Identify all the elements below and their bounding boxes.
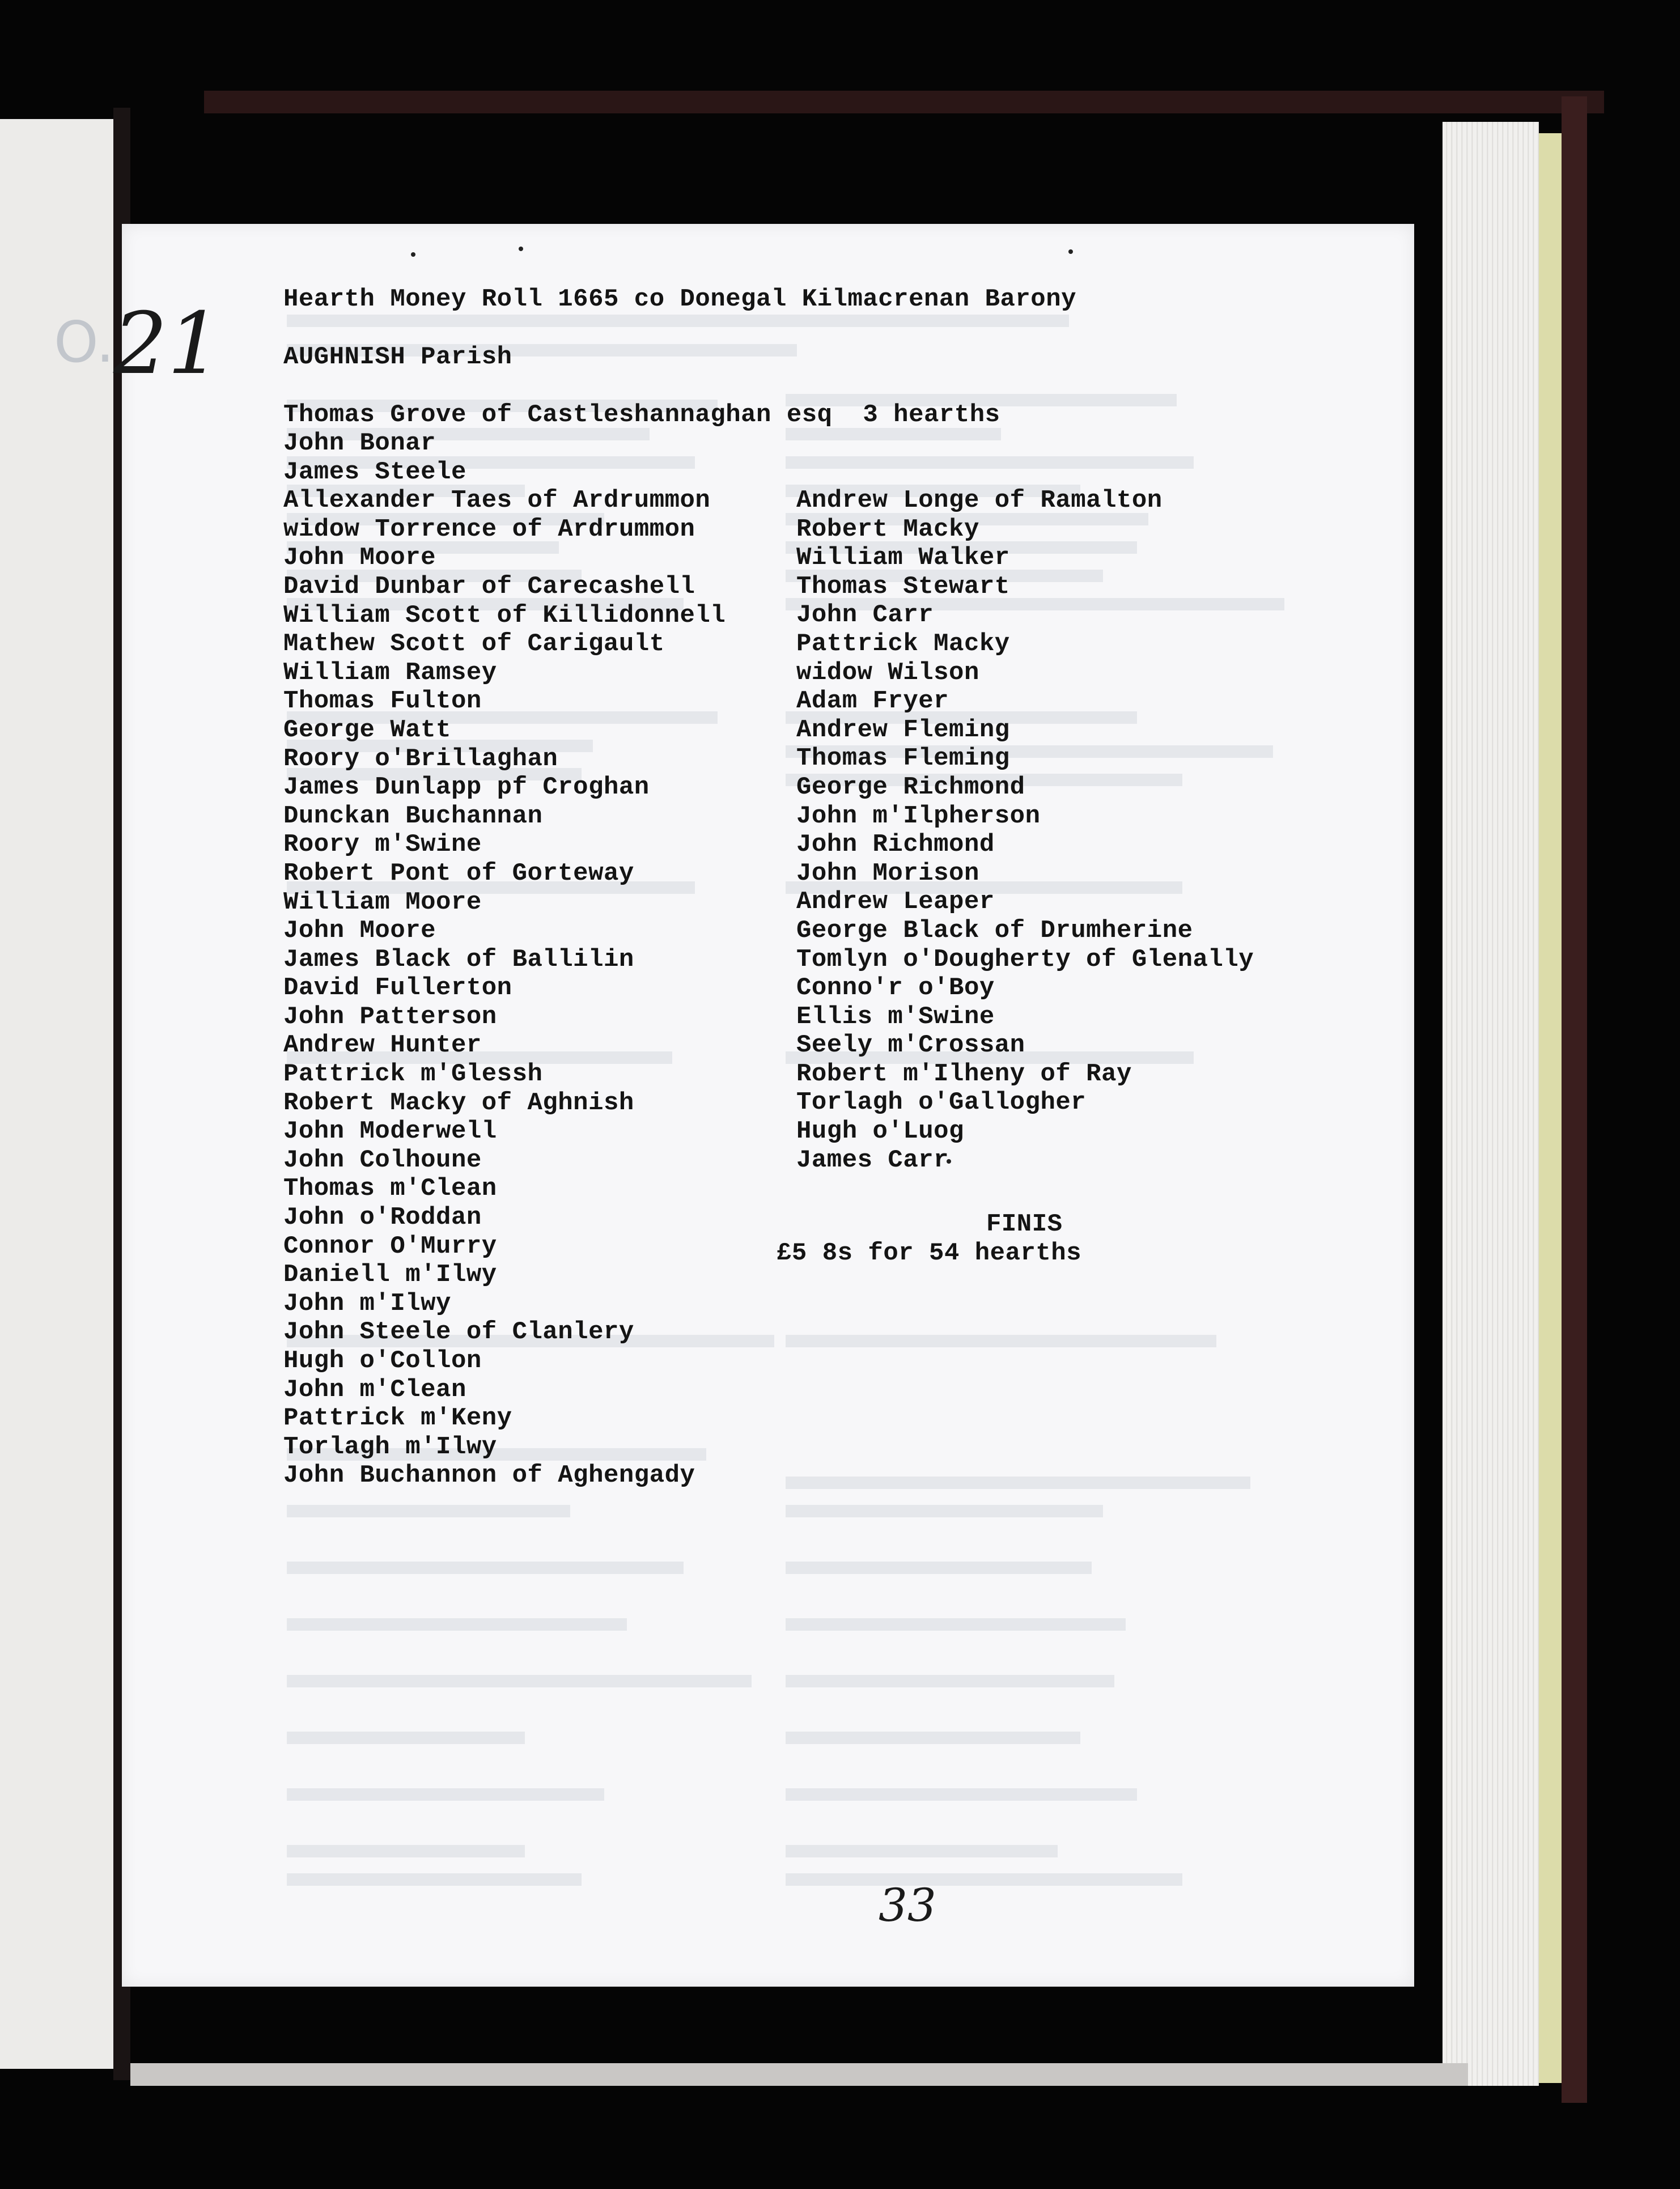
name-entry: William Ramsey (283, 658, 497, 687)
ink-speck (519, 247, 523, 251)
name-entry: John Carr (796, 601, 934, 630)
name-entry: George Watt (283, 715, 451, 744)
page-stack-edge (1443, 122, 1539, 2086)
previous-page-edge (0, 119, 117, 2069)
book-cover-right (1562, 96, 1587, 2103)
name-entry: Andrew Fleming (796, 715, 1010, 744)
name-entry: John o'Roddan (283, 1203, 482, 1232)
name-entry: James Dunlapp pf Croghan (283, 773, 650, 802)
name-entry: Conno'r o'Boy (796, 974, 995, 1003)
name-entry: Roory m'Swine (283, 830, 482, 859)
name-entry: James Carr (796, 1146, 949, 1174)
name-entry: Mathew Scott of Carigault (283, 630, 665, 659)
folio-number-handwritten: 21 (113, 295, 222, 393)
name-entry: Robert Macky of Aghnish (283, 1088, 634, 1117)
name-entry: George Richmond (796, 773, 1025, 801)
name-entry: Daniell m'Ilwy (283, 1261, 497, 1289)
name-entry: Torlagh o'Gallogher (796, 1088, 1087, 1117)
document-page (122, 224, 1414, 1987)
name-entry: Andrew Hunter (283, 1031, 482, 1060)
name-entry: David Fullerton (283, 974, 512, 1003)
page-number-handwritten: 33 (879, 1879, 936, 1932)
name-entry: Hugh o'Collon (283, 1347, 482, 1375)
name-entry: Torlagh m'Ilwy (283, 1432, 497, 1461)
name-entry: Allexander Taes of Ardrummon (283, 486, 711, 515)
name-entry: Tomlyn o'Dougherty of Glenally (796, 945, 1254, 974)
name-entry: Pattrick Macky (796, 629, 1010, 658)
ink-speck (1068, 249, 1073, 254)
name-entry: John Buchannon of Aghengady (283, 1461, 695, 1490)
faded-margin-stamp: O. (54, 309, 114, 375)
name-entry: Connor O'Murry (283, 1232, 497, 1261)
name-entry: Robert Pont of Gorteway (283, 859, 634, 888)
name-entry: William Scott of Killidonnell (283, 601, 726, 630)
hearth-total: £5 8s for 54 hearths (777, 1239, 1082, 1267)
name-entry: James Black of Ballilin (283, 945, 634, 974)
name-entry: John m'Clean (283, 1375, 466, 1404)
name-entry: Pattrick m'Keny (283, 1404, 512, 1433)
name-entry: James Steele (283, 457, 466, 486)
name-entry: John Steele of Clanlery (283, 1318, 634, 1347)
name-entry: widow Torrence of Ardrummon (283, 515, 695, 544)
name-entry: John m'Ilwy (283, 1289, 451, 1318)
book-cover-top (204, 91, 1604, 113)
name-entry: John Patterson (283, 1002, 497, 1031)
name-entry: Thomas Fleming (796, 744, 1010, 773)
name-entry: Seely m'Crossan (796, 1031, 1025, 1060)
name-entry: John Bonar (283, 429, 436, 457)
name-entry: John Morison (796, 859, 979, 888)
finis-label: FINIS (986, 1210, 1063, 1238)
insert-card-edge (1539, 133, 1562, 2083)
name-entry: Thomas Stewart (796, 572, 1010, 601)
ink-speck (411, 252, 415, 257)
page-title: Hearth Money Roll 1665 co Donegal Kilmacrenan Barony (283, 285, 1077, 313)
name-entry: William Moore (283, 888, 482, 917)
name-entry: John Moderwell (283, 1117, 497, 1146)
left-name-column (283, 429, 726, 1490)
name-entry: Andrew Longe of Ramalton (796, 486, 1163, 515)
name-entry: Robert Macky (796, 515, 979, 544)
name-entry: Thomas Fulton (283, 687, 482, 716)
name-entry: David Dunbar of Carecashell (283, 572, 695, 601)
name-entry: John Moore (283, 917, 436, 945)
name-entry: Hugh o'Luog (796, 1117, 964, 1146)
name-entry: Ellis m'Swine (796, 1002, 995, 1031)
name-entry: Pattrick m'Glessh (283, 1060, 543, 1089)
name-entry: Andrew Leaper (796, 888, 995, 917)
right-name-column (796, 486, 1254, 1174)
name-entry: Dunckan Buchannan (283, 801, 543, 830)
name-entry: John m'Ilpherson (796, 801, 1041, 830)
parish-heading: AUGHNISH Parish (283, 343, 512, 371)
name-entry: George Black of Drumherine (796, 916, 1193, 945)
name-entry: Robert m'Ilheny of Ray (796, 1059, 1132, 1088)
name-entry: Roory o'Brillaghan (283, 744, 558, 773)
page-bottom-edge (130, 2063, 1468, 2086)
name-entry: widow Wilson (796, 658, 979, 687)
name-entry: William Walker (796, 544, 1010, 572)
first-entry: Thomas Grove of Castleshannaghan esq 3 hearths (283, 401, 1000, 429)
name-entry: John Colhoune (283, 1146, 482, 1174)
name-entry: John Moore (283, 544, 436, 572)
name-entry: Adam Fryer (796, 687, 949, 716)
name-entry: John Richmond (796, 830, 995, 859)
name-entry: Thomas m'Clean (283, 1174, 497, 1203)
